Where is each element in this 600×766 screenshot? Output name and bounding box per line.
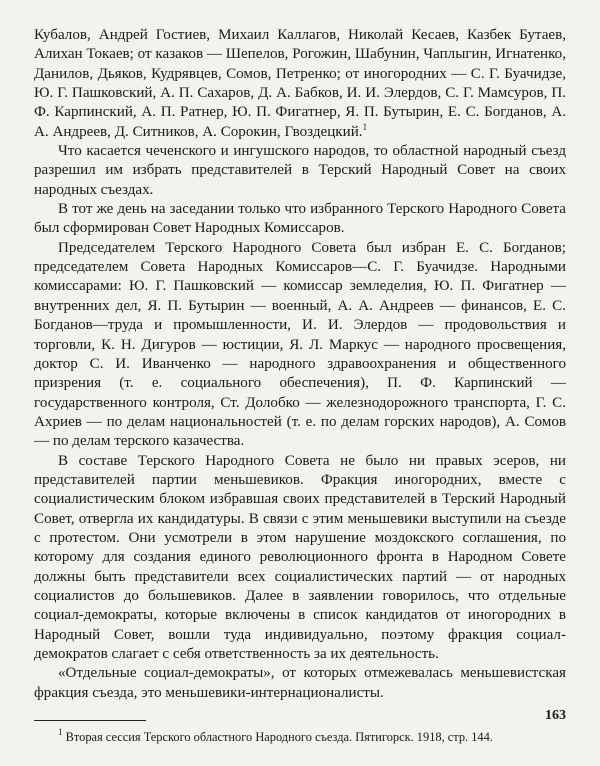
footnote (34, 729, 566, 746)
page-body (34, 26, 566, 746)
footnote-text: Вторая сессия Терского областного Народного съезда. Пятигорск. 1918, стр. 144. (65, 730, 493, 745)
paragraph-mensheviks: В составе Терского Народного Совета не было ни правых эсеров, ни представителей партии меньшевиков. Фракция иногородних, вместе с социалистическим блоком избравшая своих представителей в Терский Народный Совет, отвергла их кандидатуры. В связи с этим меньшевики выступили на съезде с протестом. Они усмотрели в этом нарушение моздокского соглашения, по которому для создания единого революционного фронта в Народном Совете должны быть представители всех социалистических партий — от народных социалистов до большевиков. Далее в заявлении говорилось, что отдельные социал-демократы, которые включены в список кандидатов от иногородних в Народный Совет, вошли туда индивидуально, поэтому фракция социал-демократов слагает с себя ответственность за их деятельность. (34, 452, 566, 662)
footnote-reference: 1 (362, 121, 368, 132)
paragraph-council-formed: В тот же день на заседании только что избранного Терского Народного Совета был сформирован Совет Народных Комиссаров. (34, 201, 566, 237)
paragraph-text: Кубалов, Андрей Гостиев, Михаил Каллагов, Николай Кесаев, Казбек Бутаев, Алихан Токаев; от казаков — Шепелов, Рогожин, Шабунин, Чаплыгин, Игнатенко, Данилов, Дьяков, Кудрявцев, Сомов, Петренко; от иногородних — С. Г. Буачидзе, Ю. Г. Пашковский, А. П. Сахаров, Д. А. Бабков, И. И. Элердов, С. Г. Мамсуров, П. Ф. Карпинский, А. П. Ратнер, Ю. П. Фигатнер, Я. П. Бутырин, Е. С. Богданов, А. А. Андреев, Д. Ситников, А. Сорокин, Гвоздецкий. (34, 27, 566, 140)
footnote-marker: 1 (58, 727, 63, 738)
paragraph-commissars: Председателем Терского Народного Совета был избран Е. С. Богданов; председателем Совета Народных Комиссаров—С. Г. Буачидзе. Народными комиссарами: Ю. Г. Пашковский — комиссар земледелия, Ю. П. Фигатнер — внутренних дел, Я. П. Бутырин — военный, А. А. Андреев — финансов, Е. С. Богданов—труда и промышленности, И. И. Элердов — продовольствия и торговли, К. Н. Дигуров — юстиции, Я. Л. Маркус — народного просвещения, доктор С. И. Иванченко — народного здравоохранения и общественного призрения (т. е. социального обеспечения), П. Ф. Карпинский — государственного контроля, Ст. Долобко — железнодорожного транспорта, Г. С. Ахриев — по делам национальностей (т. е. по делам горских народов), А. Сомов — по делам терского казачества. (34, 239, 566, 450)
paragraph-deputies-list (34, 26, 566, 142)
page-number: 163 (545, 708, 566, 723)
footnote-divider (34, 720, 146, 721)
paragraph-chechen-ingush: Что касается чеченского и ингушского народов, то областной народный съезд разрешил им избрать представителей в Терский Народный Совет на своих народных съездах. (34, 143, 566, 198)
paragraph-internationalists: «Отдельные социал-демократы», от которых отмежевалась меньшевистская фракция съезда, это меньшевики-интернационалисты. (34, 665, 566, 701)
